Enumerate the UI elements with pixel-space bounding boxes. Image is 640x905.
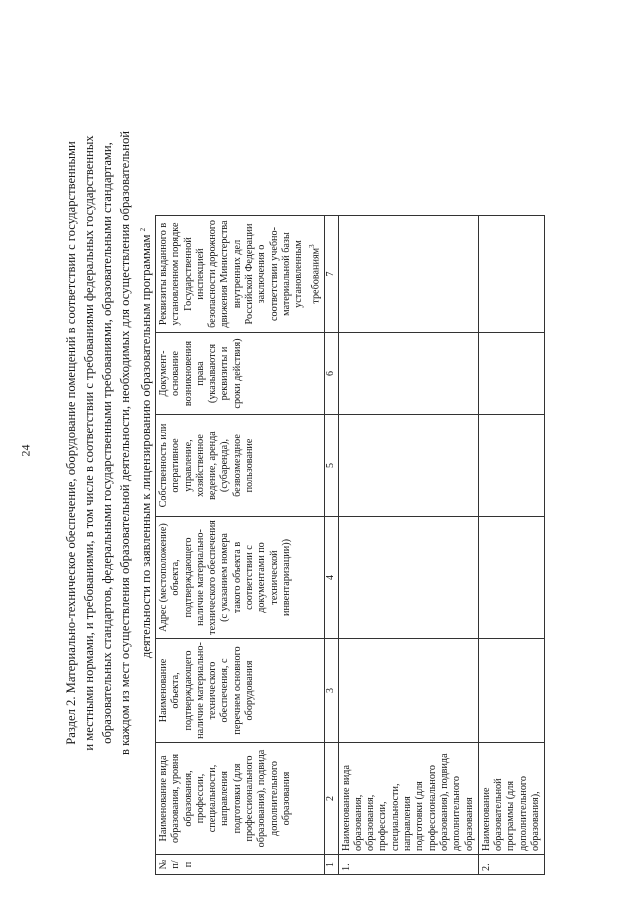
table-row bbox=[478, 216, 544, 875]
header-footnote-mark: 3 bbox=[307, 244, 316, 248]
heading-line: Раздел 2. Материально-техническое обеспечение, оборудование помещений в соответствии с государственными bbox=[64, 141, 78, 745]
row-number: 1. bbox=[338, 855, 478, 875]
header-cell-number: № п/п bbox=[156, 855, 325, 875]
empty-cell bbox=[338, 415, 478, 517]
column-number: 6 bbox=[325, 333, 338, 415]
header-cell-document: Документ-основание возникновения права (указываются реквизиты и сроки действия) bbox=[156, 333, 325, 415]
empty-cell bbox=[338, 216, 478, 333]
row-name: Наименование вида образования, образования, профессии, специальности, направления подготовки (для профессионального образования), подвида дополнительного образования bbox=[338, 743, 478, 855]
page-number: 24 bbox=[18, 444, 33, 457]
heading-footnote-mark: 2 bbox=[139, 227, 147, 232]
header-cell-gibdd-text: Реквизиты выданного в установленном порядке Государственной инспекцией безопасности дорожного движения Министерства внутренних дел Российской Федерации заключения о соответствии учебно-материальной базы установленным требованиям bbox=[158, 220, 321, 328]
table-row bbox=[338, 216, 478, 875]
empty-cell bbox=[478, 639, 544, 743]
heading-line: в каждом из мест осуществления образовательной деятельности, необходимых для осуществления образовательной bbox=[118, 130, 132, 756]
table-header-row bbox=[156, 216, 325, 875]
material-base-table bbox=[155, 215, 545, 875]
column-number: 4 bbox=[325, 517, 338, 639]
column-number: 2 bbox=[325, 743, 338, 855]
empty-cell bbox=[478, 517, 544, 639]
column-number: 5 bbox=[325, 415, 338, 517]
empty-cell bbox=[338, 639, 478, 743]
header-cell-gibdd-requisites bbox=[156, 216, 325, 333]
heading-line: образовательных стандартов, федеральными государственными требованиями, образовательными стандартами, bbox=[100, 142, 114, 744]
column-number: 1 bbox=[325, 855, 338, 875]
empty-cell bbox=[478, 333, 544, 415]
empty-cell bbox=[478, 216, 544, 333]
heading-line: и местными нормами, и требованиями, в том числе в соответствии с требованиями федеральных государственных bbox=[82, 135, 96, 751]
column-number: 7 bbox=[325, 216, 338, 333]
header-cell-object-name: Наименование объекта, подтверждающего наличие материально-технического обеспечения, с перечнем основного оборудования bbox=[156, 639, 325, 743]
header-cell-ownership: Собственность или оперативное управление, хозяйственное ведение, аренда (субаренда), безвозмездное пользование bbox=[156, 415, 325, 517]
heading-line-last bbox=[134, 33, 155, 853]
row-number: 2. bbox=[478, 855, 544, 875]
empty-cell bbox=[478, 415, 544, 517]
column-number-row bbox=[325, 216, 338, 875]
empty-cell bbox=[338, 517, 478, 639]
empty-cell bbox=[338, 333, 478, 415]
column-number: 3 bbox=[325, 639, 338, 743]
header-cell-education-type: Наименование вида образования, уровня образования, профессии, специальности, направления подготовки (для профессионального образования), подвида дополнительного образования bbox=[156, 743, 325, 855]
row-name: Наименование образовательной программы (для дополнительного образования), bbox=[478, 743, 544, 855]
header-cell-address: Адрес (местоположение) объекта, подтверждающего наличие материально-технического обеспечения (с указанием номера такого объекта в соответствии с документами по технической инвентаризации)) bbox=[156, 517, 325, 639]
heading-line: деятельности по заявленным к лицензированию образовательным программам bbox=[139, 234, 154, 659]
section-heading bbox=[62, 33, 155, 853]
